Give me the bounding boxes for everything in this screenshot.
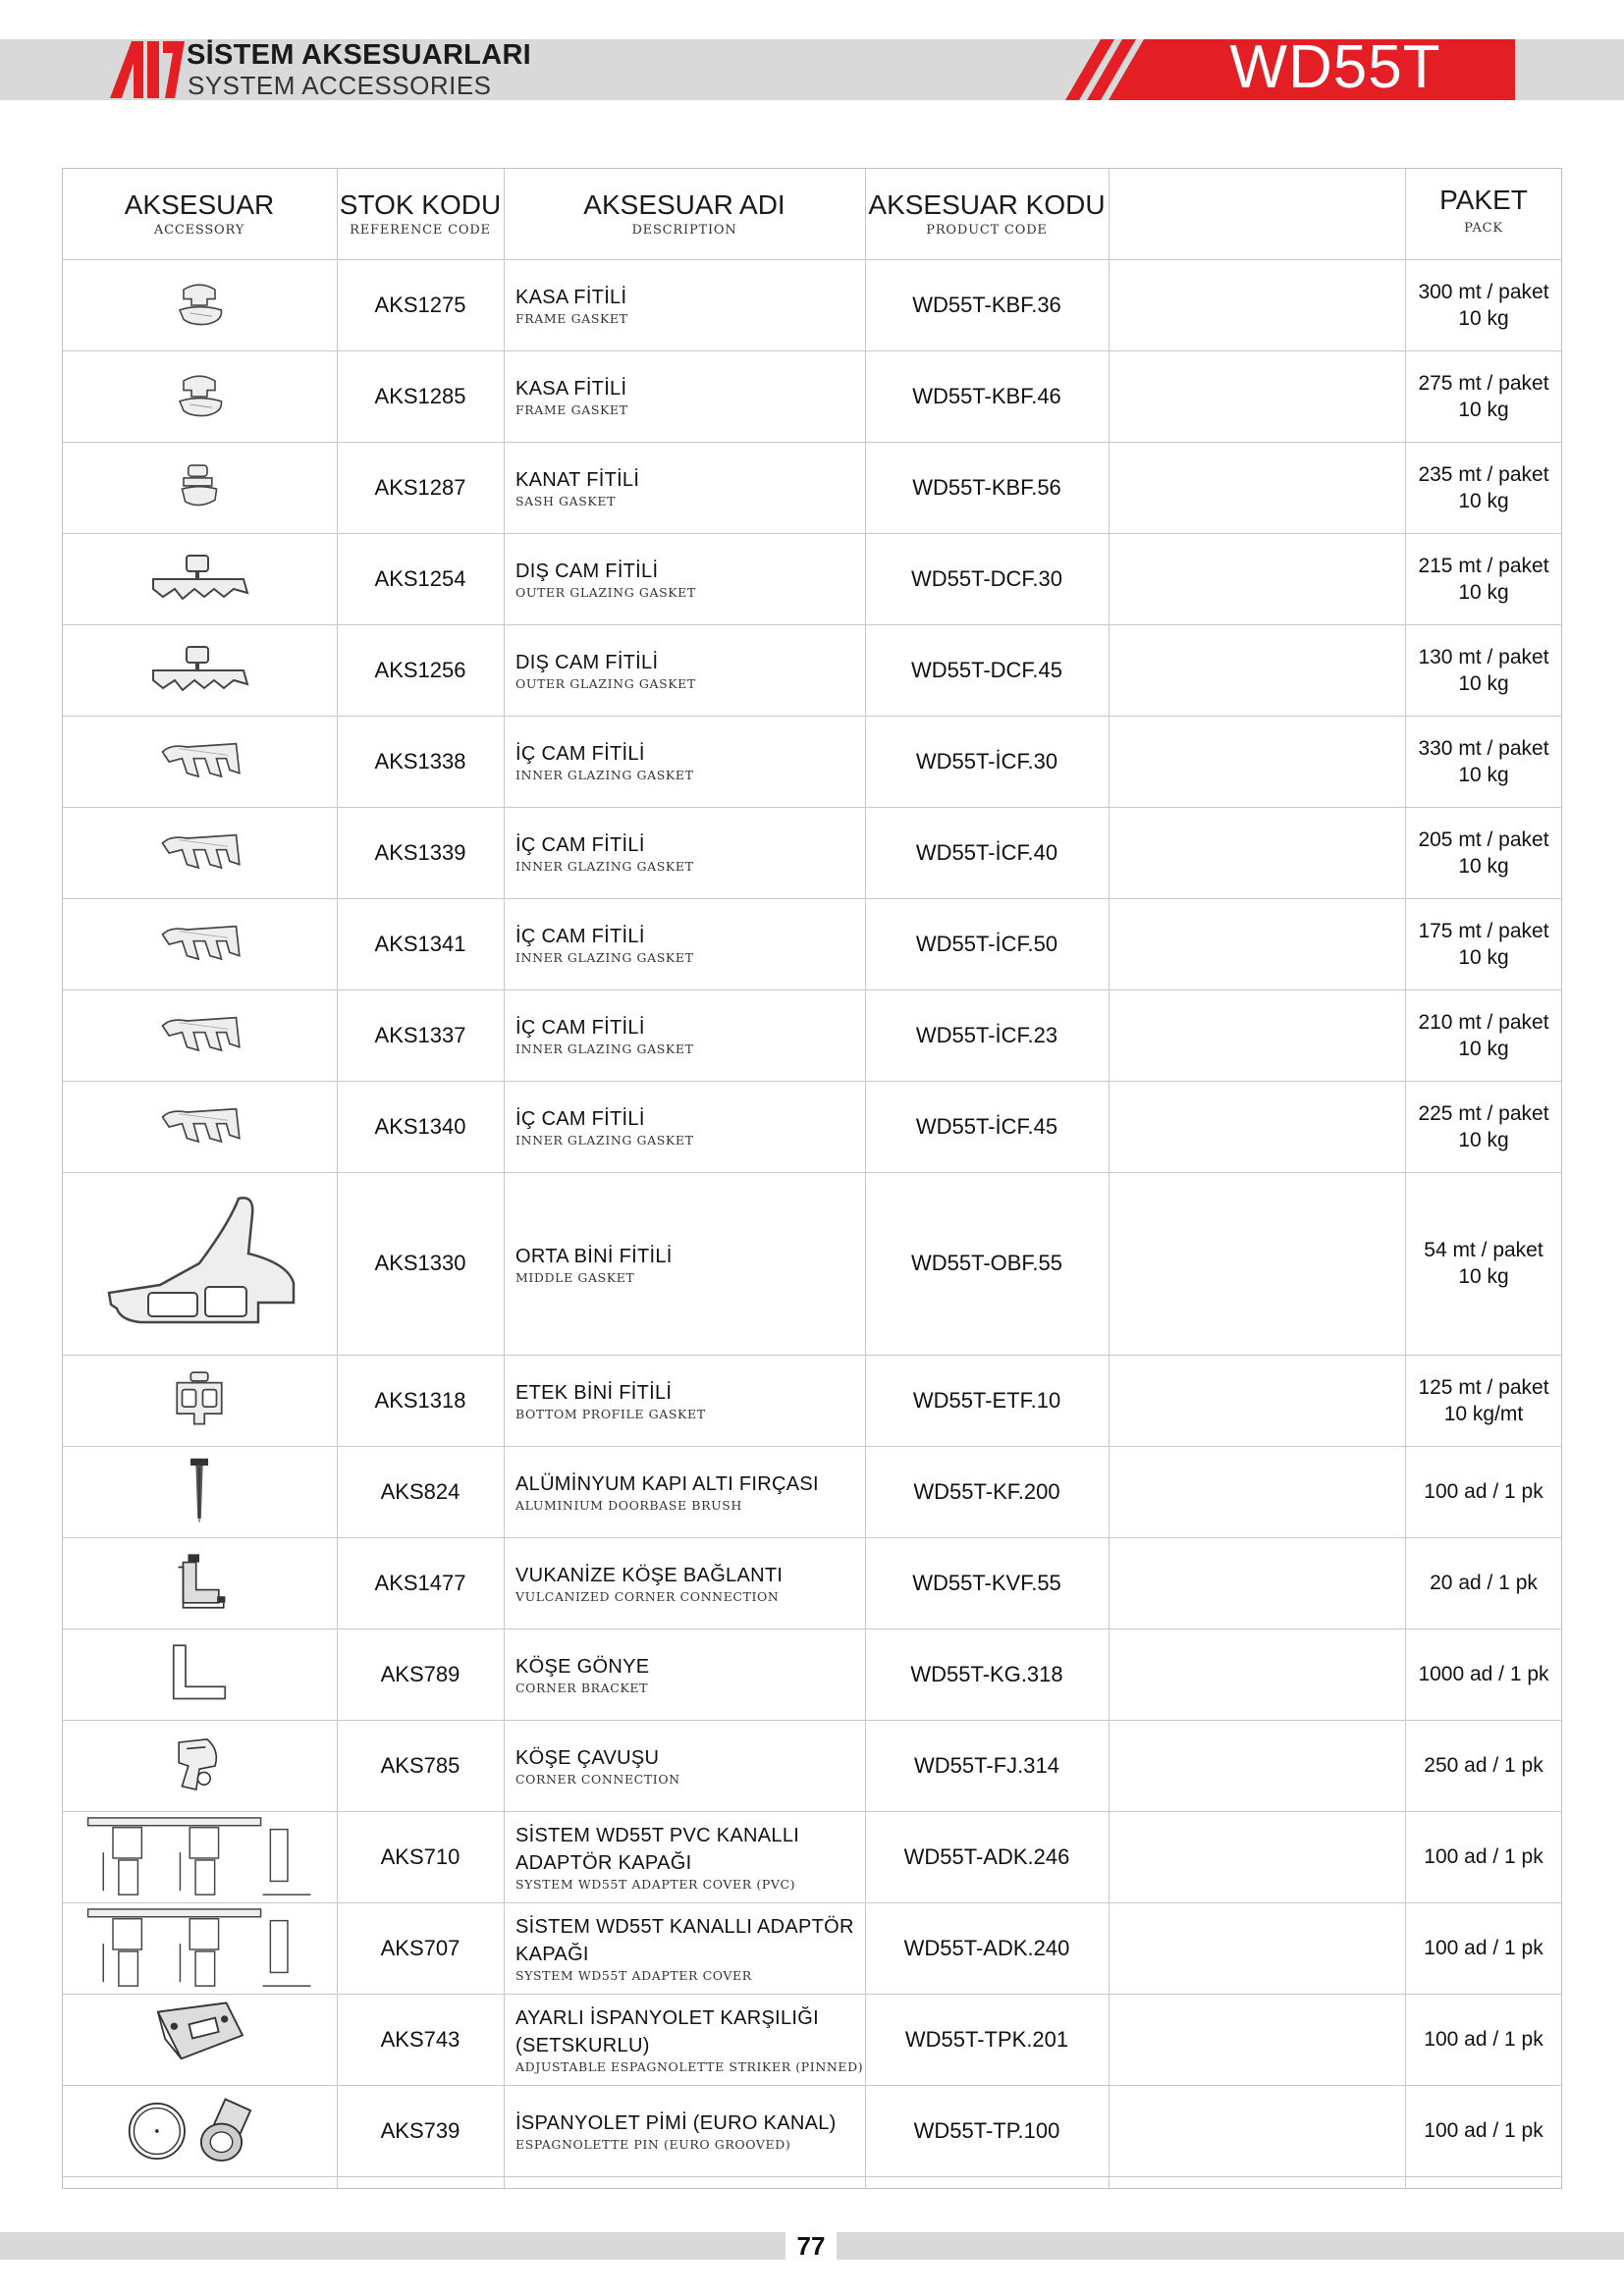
description-en: INNER GLAZING GASKET <box>515 859 694 874</box>
accessory-image <box>62 1811 337 1902</box>
pack-weight: 10 kg <box>1458 1128 1509 1151</box>
description-en: ADJUSTABLE ESPAGNOLETTE STRIKER (PINNED) <box>515 2059 864 2074</box>
vulcanized-corner-icon <box>167 1551 232 1616</box>
pack-weight: 10 kg <box>1458 945 1509 969</box>
column-divider <box>1109 168 1110 2189</box>
accessory-image <box>62 1902 337 1994</box>
col-product-code-header <box>865 168 1109 259</box>
col-reference-sub: REFERENCE CODE <box>350 223 491 238</box>
accessory-image <box>62 1355 337 1446</box>
pack-cell <box>1405 1811 1562 1902</box>
description-tr: İÇ CAM FİTİLİ <box>515 743 645 765</box>
accessory-image <box>62 624 337 716</box>
description-tr: DIŞ CAM FİTİLİ <box>515 561 659 582</box>
pack-quantity: 275 mt / paket <box>1418 371 1549 395</box>
column-divider <box>337 168 338 2189</box>
description-en: VULCANIZED CORNER CONNECTION <box>515 1589 780 1604</box>
description-tr: KASA FİTİLİ <box>515 287 627 308</box>
description-cell <box>504 2085 865 2176</box>
description-tr: ETEK BİNİ FİTİLİ <box>515 1382 673 1404</box>
description-en: ESPAGNOLETTE PIN (EURO GROOVED) <box>515 2137 791 2152</box>
description-en: OUTER GLAZING GASKET <box>515 676 696 691</box>
description-tr: SİSTEM WD55T PVC KANALLI ADAPTÖR KAPAĞI <box>515 1825 800 1874</box>
product-code: WD55T-KVF.55 <box>912 1570 1061 1595</box>
table-row <box>62 442 1562 534</box>
description-en: FRAME GASKET <box>515 402 628 417</box>
table-row <box>62 1811 1562 1903</box>
description-tr: İÇ CAM FİTİLİ <box>515 1017 645 1039</box>
inner-glazing-gasket-icon <box>150 737 248 786</box>
pack-cell <box>1405 716 1562 807</box>
product-code: WD55T-DCF.30 <box>910 565 1063 591</box>
brand-title: SİSTEM AKSESUARLARI <box>187 39 532 71</box>
middle-gasket-icon <box>101 1195 298 1332</box>
description-cell <box>504 624 865 716</box>
description-cell <box>504 1720 865 1811</box>
description-cell <box>504 1446 865 1537</box>
pack-cell <box>1405 442 1562 533</box>
description-en: INNER GLAZING GASKET <box>515 950 694 965</box>
pack-quantity: 175 mt / paket <box>1418 919 1549 942</box>
accessory-image <box>62 1994 337 2085</box>
adapter-cover-icon <box>83 1905 315 1992</box>
description-cell <box>504 1172 865 1355</box>
pack-weight: 10 kg <box>1458 398 1509 421</box>
reference-code: AKS1337 <box>374 1022 466 1047</box>
description-tr: İSPANYOLET PİMİ (EURO KANAL) <box>515 2112 837 2134</box>
espagnolette-pin-icon <box>126 2094 273 2168</box>
accessory-image <box>62 533 337 624</box>
pack-cell <box>1405 259 1562 350</box>
pack-quantity: 300 mt / paket <box>1418 280 1549 303</box>
product-code: WD55T-İCF.50 <box>915 931 1058 956</box>
reference-code: AKS1275 <box>374 292 466 317</box>
product-code: WD55T-KG.318 <box>910 1661 1063 1686</box>
table-row <box>62 989 1562 1082</box>
pack-quantity: 100 ad / 1 pk <box>1424 1480 1543 1503</box>
product-code: WD55T-KF.200 <box>913 1478 1060 1504</box>
pack-quantity: 100 ad / 1 pk <box>1424 1937 1543 1959</box>
pack-quantity: 225 mt / paket <box>1418 1101 1549 1125</box>
pack-weight: 10 kg <box>1458 671 1509 695</box>
pack-cell <box>1405 1355 1562 1446</box>
pack-weight: 10 kg <box>1458 763 1509 786</box>
table-header-row <box>62 168 1562 260</box>
reference-code: AKS1256 <box>374 657 466 682</box>
description-en: BOTTOM PROFILE GASKET <box>515 1407 706 1421</box>
table-row <box>62 1902 1562 1995</box>
reference-code: AKS1330 <box>374 1251 466 1275</box>
table-row <box>62 898 1562 990</box>
pack-quantity: 250 ad / 1 pk <box>1424 1754 1543 1777</box>
outer-glazing-gasket-icon <box>145 550 253 609</box>
description-cell <box>504 1902 865 1994</box>
inner-glazing-gasket-icon <box>150 828 248 878</box>
description-cell <box>504 1629 865 1720</box>
table-row <box>62 624 1562 717</box>
reference-code: AKS1339 <box>374 839 466 865</box>
product-code: WD55T-ETF.10 <box>912 1387 1061 1413</box>
column-divider <box>504 168 505 2189</box>
pack-quantity: 100 ad / 1 pk <box>1424 2028 1543 2051</box>
description-tr: İÇ CAM FİTİLİ <box>515 834 645 856</box>
description-cell <box>504 989 865 1081</box>
table-row <box>62 1994 1562 2086</box>
description-en: INNER GLAZING GASKET <box>515 1041 694 1056</box>
table-row <box>62 807 1562 899</box>
table-row <box>62 2085 1562 2177</box>
product-code: WD55T-FJ.314 <box>914 1752 1059 1778</box>
pack-cell <box>1405 1720 1562 1811</box>
description-en: OUTER GLAZING GASKET <box>515 585 696 600</box>
description-en: SYSTEM WD55T ADAPTER COVER <box>515 1968 752 1983</box>
inner-glazing-gasket-icon <box>150 1102 248 1151</box>
inner-glazing-gasket-icon <box>150 920 248 969</box>
col-description-label: AKSESUAR ADI <box>583 189 785 220</box>
accessory-image <box>62 1720 337 1811</box>
outer-glazing-gasket-icon <box>145 641 253 700</box>
pack-cell <box>1405 1537 1562 1629</box>
description-cell <box>504 1537 865 1629</box>
pack-weight: 10 kg <box>1458 1037 1509 1060</box>
pack-quantity: 100 ad / 1 pk <box>1424 1845 1543 1868</box>
accessory-image <box>62 898 337 989</box>
product-code: WD55T-KBF.46 <box>912 383 1061 408</box>
inner-glazing-gasket-icon <box>150 1011 248 1060</box>
accessory-image <box>62 2085 337 2176</box>
reference-code: AKS1338 <box>374 748 466 774</box>
description-cell <box>504 1994 865 2085</box>
reference-code: AKS1285 <box>374 383 466 408</box>
table-row <box>62 259 1562 351</box>
pack-cell <box>1405 533 1562 624</box>
product-code: WD55T-İCF.30 <box>915 748 1058 774</box>
description-tr: AYARLI İSPANYOLET KARŞILIĞI (SETSKURLU) <box>515 2007 819 2056</box>
description-cell <box>504 1081 865 1172</box>
table-row <box>62 1172 1562 1356</box>
col-pack-sub: PACK <box>1464 220 1503 236</box>
reference-code: AKS710 <box>380 1843 460 1869</box>
corner-bracket-icon <box>165 1640 234 1709</box>
col-accessory-header <box>62 168 337 259</box>
accessory-image <box>62 442 337 533</box>
reference-code: AKS1340 <box>374 1113 466 1139</box>
table-row <box>62 1720 1562 1812</box>
description-en: SYSTEM WD55T ADAPTER COVER (PVC) <box>515 1877 796 1892</box>
pack-quantity: 235 mt / paket <box>1418 462 1549 486</box>
description-cell <box>504 533 865 624</box>
pack-quantity: 130 mt / paket <box>1418 645 1549 668</box>
pack-quantity: 210 mt / paket <box>1418 1010 1549 1034</box>
reference-code: AKS1254 <box>374 565 466 591</box>
pack-weight: 10 kg/mt <box>1443 1402 1524 1425</box>
col-reference-header <box>337 168 504 259</box>
table-row <box>62 716 1562 808</box>
description-cell <box>504 442 865 533</box>
pack-cell <box>1405 898 1562 989</box>
col-product-code-sub: PRODUCT CODE <box>926 223 1048 238</box>
description-en: CORNER CONNECTION <box>515 1772 680 1787</box>
col-pack-header <box>1405 168 1562 259</box>
frame-gasket-icon <box>160 372 239 421</box>
pack-quantity: 330 mt / paket <box>1418 736 1549 760</box>
product-code: WD55T-İCF.23 <box>915 1022 1058 1047</box>
pack-cell <box>1405 1081 1562 1172</box>
product-code: WD55T-İCF.45 <box>915 1113 1058 1139</box>
description-tr: VUKANİZE KÖŞE BAĞLANTI <box>515 1565 784 1586</box>
pack-cell <box>1405 989 1562 1081</box>
adapter-cover-icon <box>83 1814 315 1900</box>
description-cell <box>504 898 865 989</box>
description-tr: KASA FİTİLİ <box>515 378 627 400</box>
reference-code: AKS739 <box>380 2117 460 2143</box>
pack-cell <box>1405 1446 1562 1537</box>
col-description-header <box>504 168 865 259</box>
accessory-image <box>62 1446 337 1537</box>
pack-cell <box>1405 624 1562 716</box>
accessory-image <box>62 1081 337 1172</box>
description-tr: DIŞ CAM FİTİLİ <box>515 652 659 673</box>
description-tr: İÇ CAM FİTİLİ <box>515 926 645 947</box>
description-en: MIDDLE GASKET <box>515 1269 635 1285</box>
table-row <box>62 350 1562 443</box>
description-cell <box>504 807 865 898</box>
col-product-code-label: AKSESUAR KODU <box>868 189 1106 220</box>
description-cell <box>504 1811 865 1902</box>
reference-code: AKS824 <box>380 1478 460 1504</box>
reference-code: AKS1341 <box>374 931 466 956</box>
col-description-sub: DESCRIPTION <box>631 223 737 238</box>
description-tr: SİSTEM WD55T KANALLI ADAPTÖR KAPAĞI <box>515 1916 854 1965</box>
espagnolette-striker-icon <box>145 1998 253 2082</box>
reference-code: AKS1287 <box>374 474 466 500</box>
accessory-table <box>62 168 1562 2189</box>
pack-weight: 10 kg <box>1458 854 1509 878</box>
pack-quantity: 100 ad / 1 pk <box>1424 2119 1543 2142</box>
reference-code: AKS743 <box>380 2026 460 2052</box>
pack-cell <box>1405 350 1562 442</box>
description-en: CORNER BRACKET <box>515 1681 649 1695</box>
description-tr: ALÜMİNYUM KAPI ALTI FIRÇASI <box>515 1473 819 1495</box>
pack-weight: 10 kg <box>1458 1265 1509 1288</box>
accessory-image <box>62 1172 337 1355</box>
accessory-image <box>62 1537 337 1629</box>
bottom-profile-gasket-icon <box>165 1369 234 1432</box>
accessory-image <box>62 716 337 807</box>
col-accessory-sub: ACCESSORY <box>153 223 245 238</box>
pack-quantity: 205 mt / paket <box>1418 828 1549 851</box>
doorbase-brush-icon <box>182 1455 217 1529</box>
description-en: ALUMINIUM DOORBASE BRUSH <box>515 1498 742 1513</box>
pack-cell <box>1405 1994 1562 2085</box>
product-code: WD55T-KBF.56 <box>912 474 1061 500</box>
description-cell <box>504 716 865 807</box>
product-code: WD55T-TP.100 <box>913 2117 1060 2143</box>
sash-gasket-icon <box>160 460 239 514</box>
reference-code: AKS1318 <box>374 1387 466 1413</box>
accessory-image <box>62 989 337 1081</box>
accessory-image <box>62 259 337 350</box>
model-title: WD55T <box>1229 33 1441 101</box>
column-divider <box>1405 168 1406 2189</box>
accessory-image <box>62 350 337 442</box>
description-en: SASH GASKET <box>515 494 617 508</box>
description-cell <box>504 350 865 442</box>
pack-quantity: 215 mt / paket <box>1418 554 1549 577</box>
description-en: INNER GLAZING GASKET <box>515 768 694 782</box>
description-en: INNER GLAZING GASKET <box>515 1133 694 1148</box>
pack-cell <box>1405 1902 1562 1994</box>
product-code: WD55T-TPK.201 <box>904 2026 1069 2052</box>
col-pack-label: PAKET <box>1439 184 1528 215</box>
col-accessory-label: AKSESUAR <box>124 189 275 220</box>
description-en: FRAME GASKET <box>515 311 628 326</box>
column-divider <box>865 168 866 2189</box>
brand-subtitle: SYSTEM ACCESSORIES <box>188 71 492 100</box>
accessory-image <box>62 1629 337 1720</box>
description-cell <box>504 1355 865 1446</box>
pack-quantity: 54 mt / paket <box>1424 1239 1543 1261</box>
reference-code: AKS707 <box>380 1935 460 1960</box>
product-code: WD55T-ADK.246 <box>903 1843 1070 1869</box>
accessory-image <box>62 807 337 898</box>
description-tr: KANAT FİTİLİ <box>515 469 640 491</box>
table-row <box>62 533 1562 625</box>
description-tr: İÇ CAM FİTİLİ <box>515 1108 645 1130</box>
pack-weight: 10 kg <box>1458 489 1509 512</box>
table-row <box>62 1629 1562 1721</box>
pack-weight: 10 kg <box>1458 580 1509 604</box>
pack-cell <box>1405 1172 1562 1355</box>
pack-quantity: 125 mt / paket <box>1418 1375 1549 1399</box>
reference-code: AKS789 <box>380 1661 460 1686</box>
pack-cell <box>1405 1629 1562 1720</box>
reference-code: AKS785 <box>380 1752 460 1778</box>
col-reference-label: STOK KODU <box>339 189 502 220</box>
product-code: WD55T-ADK.240 <box>903 1935 1070 1960</box>
description-cell <box>504 259 865 350</box>
description-tr: KÖŞE ÇAVUŞU <box>515 1747 660 1769</box>
description-tr: KÖŞE GÖNYE <box>515 1656 650 1678</box>
pack-weight: 10 kg <box>1458 306 1509 330</box>
page-number: 77 <box>785 2228 837 2264</box>
description-tr: ORTA BİNİ FİTİLİ <box>515 1245 673 1267</box>
table-row <box>62 1446 1562 1538</box>
product-code: WD55T-KBF.36 <box>912 292 1061 317</box>
pack-cell <box>1405 807 1562 898</box>
table-row <box>62 1355 1562 1447</box>
product-code: WD55T-OBF.55 <box>910 1251 1063 1275</box>
pack-quantity: 20 ad / 1 pk <box>1430 1572 1538 1594</box>
reference-code: AKS1477 <box>374 1570 466 1595</box>
brand-logo-icon <box>110 41 185 98</box>
table-row <box>62 1537 1562 1629</box>
frame-gasket-icon <box>160 281 239 330</box>
corner-connection-icon <box>168 1732 231 1800</box>
table-row <box>62 1081 1562 1173</box>
pack-cell <box>1405 2085 1562 2176</box>
product-code: WD55T-DCF.45 <box>910 657 1063 682</box>
pack-quantity: 1000 ad / 1 pk <box>1418 1663 1549 1685</box>
product-code: WD55T-İCF.40 <box>915 839 1058 865</box>
